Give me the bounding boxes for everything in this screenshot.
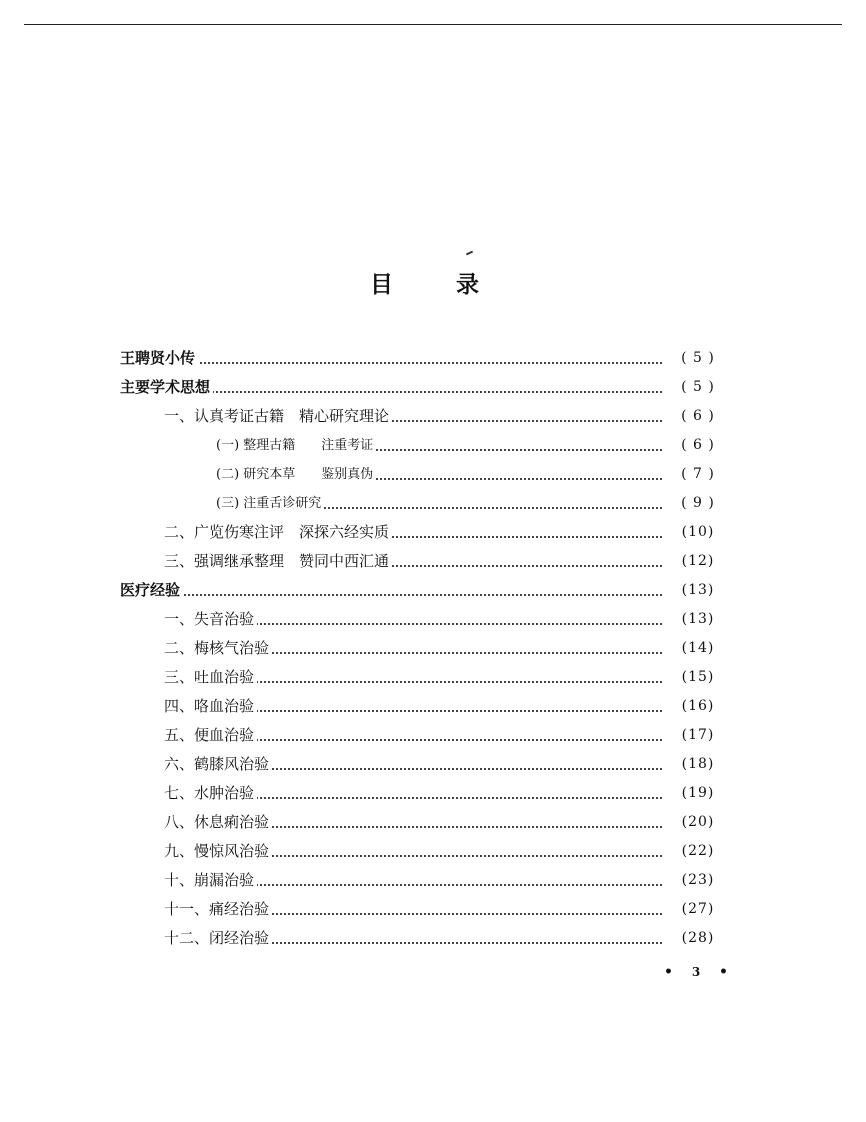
toc-entry-title-wrap [164, 721, 662, 750]
toc-entry[interactable] [0, 866, 866, 895]
toc-entry-page: ( 6 ) [681, 437, 715, 453]
toc-entry-title: 医疗经验 [120, 576, 183, 605]
toc-entry-title: 主要学术思想 [120, 373, 213, 402]
dot-leader [120, 594, 662, 596]
toc-entry-page: (28) [681, 930, 715, 946]
toc-entry-title: 九、慢惊风治验 [164, 837, 272, 866]
toc-entry[interactable] [0, 460, 866, 489]
toc-entry-title-wrap [164, 750, 662, 779]
toc-entry-page: ( 5 ) [681, 379, 715, 395]
toc-entry[interactable] [0, 895, 866, 924]
toc-entry-title: 二、梅核气治验 [164, 634, 272, 663]
toc-entry[interactable] [0, 663, 866, 692]
toc-entry[interactable] [0, 924, 866, 953]
toc-entry[interactable] [0, 692, 866, 721]
toc-entry-title-wrap [164, 866, 662, 895]
toc-entry-page: (13) [681, 611, 715, 627]
toc-entry-title-wrap [216, 431, 662, 460]
toc-entry-title-wrap [164, 663, 662, 692]
toc-entry-title: 王聘贤小传 [120, 344, 198, 373]
page-folio [664, 962, 728, 982]
toc-entry-page: ( 7 ) [681, 466, 715, 482]
toc-entry-title-wrap [120, 373, 662, 402]
toc-entry-title-wrap [120, 344, 662, 373]
toc-entry-page: (13) [681, 582, 715, 598]
toc-entry[interactable] [0, 431, 866, 460]
toc-entry-title: 七、水肿治验 [164, 779, 257, 808]
ink-tick-mark [466, 251, 473, 256]
dot-leader [120, 362, 662, 364]
toc-entry-title-wrap [164, 808, 662, 837]
toc-entry[interactable] [0, 344, 866, 373]
folio-dot-right: • [719, 964, 728, 980]
toc-entry-title-wrap [216, 460, 662, 489]
toc-entry-page: (18) [681, 756, 715, 772]
toc-entry-page: (12) [681, 553, 715, 569]
toc-entry-title: 六、鹤膝风治验 [164, 750, 272, 779]
toc-entry[interactable] [0, 489, 866, 518]
toc-entry-title: 十一、痛经治验 [164, 895, 272, 924]
page-title-char-2: 录 [456, 272, 479, 298]
toc-entry-title: 三、强调继承整理 赞同中西汇通 [164, 547, 392, 576]
toc-entry-title-wrap [120, 576, 662, 605]
table-of-contents [0, 344, 866, 953]
toc-entry[interactable] [0, 547, 866, 576]
folio-dot-left: • [664, 964, 673, 980]
toc-entry-title: 八、休息痢治验 [164, 808, 272, 837]
toc-entry-title-wrap [164, 895, 662, 924]
toc-entry-page: (10) [681, 524, 715, 540]
toc-entry-title-wrap [164, 547, 662, 576]
toc-entry-page: ( 6 ) [681, 408, 715, 424]
toc-entry-page: (27) [681, 901, 715, 917]
toc-entry[interactable] [0, 634, 866, 663]
toc-entry-page: (17) [681, 727, 715, 743]
toc-entry[interactable] [0, 576, 866, 605]
toc-entry-title-wrap [164, 605, 662, 634]
toc-entry-title: 五、便血治验 [164, 721, 257, 750]
toc-entry-title: (二) 研究本草 鉴别真伪 [216, 460, 376, 489]
toc-entry[interactable] [0, 605, 866, 634]
toc-entry-page: (16) [681, 698, 715, 714]
toc-entry-title: (三) 注重舌诊研究 [216, 489, 324, 518]
toc-entry-title: 十、崩漏治验 [164, 866, 257, 895]
toc-entry-page: (23) [681, 872, 715, 888]
folio-number: 3 [691, 965, 701, 979]
toc-entry-title-wrap [164, 779, 662, 808]
toc-entry-title: (一) 整理古籍 注重考证 [216, 431, 376, 460]
toc-entry-title: 四、咯血治验 [164, 692, 257, 721]
top-rule [24, 24, 842, 25]
toc-entry-page: (14) [681, 640, 715, 656]
toc-entry-title: 十二、闭经治验 [164, 924, 272, 953]
toc-entry-title: 一、失音治验 [164, 605, 257, 634]
toc-entry-title: 二、广览伤寒注评 深探六经实质 [164, 518, 392, 547]
toc-entry[interactable] [0, 837, 866, 866]
toc-entry-title-wrap [164, 518, 662, 547]
toc-entry-title-wrap [164, 837, 662, 866]
toc-entry-title: 三、吐血治验 [164, 663, 257, 692]
toc-entry-title: 一、认真考证古籍 精心研究理论 [164, 402, 392, 431]
page-title [0, 262, 866, 302]
toc-entry-page: ( 5 ) [681, 350, 715, 366]
toc-entry-page: (22) [681, 843, 715, 859]
toc-entry[interactable] [0, 808, 866, 837]
toc-entry[interactable] [0, 373, 866, 402]
toc-entry-title-wrap [164, 634, 662, 663]
toc-entry[interactable] [0, 518, 866, 547]
page-title-char-1: 目 [370, 272, 393, 298]
toc-entry-page: (15) [681, 669, 715, 685]
toc-entry-page: (19) [681, 785, 715, 801]
toc-entry[interactable] [0, 750, 866, 779]
toc-entry-title-wrap [164, 692, 662, 721]
toc-entry[interactable] [0, 779, 866, 808]
toc-entry-title-wrap [164, 402, 662, 431]
toc-entry[interactable] [0, 402, 866, 431]
toc-entry[interactable] [0, 721, 866, 750]
toc-entry-page: ( 9 ) [681, 495, 715, 511]
toc-entry-title-wrap [164, 924, 662, 953]
toc-entry-page: (20) [681, 814, 715, 830]
toc-entry-title-wrap [216, 489, 662, 518]
